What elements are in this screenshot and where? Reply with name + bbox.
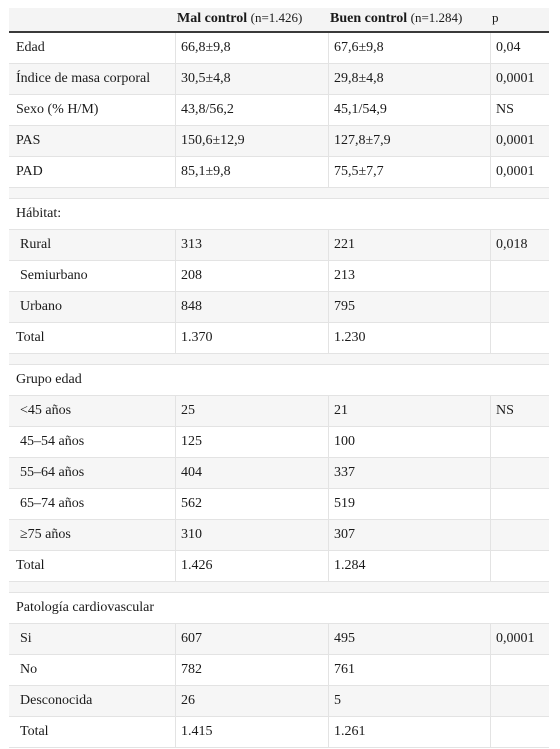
cell-p-value: 0,0001: [496, 631, 535, 646]
column-divider: [490, 624, 491, 654]
table-header: [9, 8, 549, 33]
column-divider: [175, 261, 176, 291]
column-divider: [175, 157, 176, 187]
cell-p-value: 0,0001: [496, 71, 535, 86]
cell-buen-control: 29,8±4,8: [334, 71, 384, 86]
table-row: [9, 458, 549, 489]
row-label: Edad: [16, 40, 45, 55]
column-divider: [175, 458, 176, 488]
row-label: Rural: [20, 237, 52, 252]
table-row: [9, 427, 549, 458]
column-divider: [175, 655, 176, 685]
row-label: 45–54 años: [20, 434, 85, 449]
table-row: [9, 261, 549, 292]
row-label: 65–74 años: [20, 496, 85, 511]
column-divider: [328, 717, 329, 747]
cell-buen-control: 5: [334, 693, 341, 708]
cell-buen-control: 1.284: [334, 558, 366, 573]
table-body: [9, 33, 549, 748]
cell-mal-control: 125: [181, 434, 202, 449]
cell-mal-control: 1.426: [181, 558, 213, 573]
row-label: 55–64 años: [20, 465, 85, 480]
table-row: [9, 95, 549, 126]
column-divider: [328, 323, 329, 353]
column-divider: [175, 489, 176, 519]
col-header-buen-control: Buen control (n=1.284): [330, 10, 463, 26]
column-divider: [328, 489, 329, 519]
row-label: ≥75 años: [20, 527, 71, 542]
cell-mal-control: 150,6±12,9: [181, 133, 245, 148]
table-row: [9, 717, 549, 748]
cell-buen-control: 519: [334, 496, 355, 511]
column-divider: [328, 33, 329, 63]
column-divider: [490, 261, 491, 291]
column-divider: [490, 686, 491, 716]
cell-mal-control: 562: [181, 496, 202, 511]
cell-buen-control: 67,6±9,8: [334, 40, 384, 55]
row-label: Total: [16, 330, 45, 345]
cell-buen-control: 213: [334, 268, 355, 283]
group-title-row: [9, 199, 549, 230]
table-row: [9, 489, 549, 520]
column-divider: [490, 655, 491, 685]
cell-buen-control: 337: [334, 465, 355, 480]
column-divider: [328, 396, 329, 426]
cell-buen-control: 45,1/54,9: [334, 102, 387, 117]
row-label: Urbano: [20, 299, 62, 314]
group-separator: [9, 188, 549, 199]
cell-p-value: 0,04: [496, 40, 521, 55]
cell-mal-control: 208: [181, 268, 202, 283]
row-label: Si: [20, 631, 32, 646]
group-title-row: [9, 365, 549, 396]
column-divider: [175, 427, 176, 457]
row-label: Total: [16, 558, 45, 573]
column-divider: [175, 686, 176, 716]
table-row: [9, 157, 549, 188]
column-divider: [175, 624, 176, 654]
table-row: [9, 292, 549, 323]
group-title-row: [9, 593, 549, 624]
column-divider: [490, 157, 491, 187]
column-divider: [328, 520, 329, 550]
column-divider: [328, 427, 329, 457]
cell-mal-control: 1.370: [181, 330, 213, 345]
row-label: Semiurbano: [20, 268, 88, 283]
row-label: Desconocida: [20, 693, 93, 708]
group-separator: [9, 354, 549, 365]
column-divider: [490, 551, 491, 581]
column-divider: [328, 261, 329, 291]
cell-mal-control: 404: [181, 465, 202, 480]
cell-p-value: NS: [496, 102, 514, 117]
cell-buen-control: 495: [334, 631, 355, 646]
column-divider: [175, 292, 176, 322]
table-row: [9, 64, 549, 95]
column-divider: [490, 323, 491, 353]
cell-p-value: 0,0001: [496, 164, 535, 179]
group-title: Hábitat:: [16, 206, 62, 221]
table-row: [9, 624, 549, 655]
column-divider: [490, 489, 491, 519]
cell-buen-control: 127,8±7,9: [334, 133, 391, 148]
column-divider: [328, 64, 329, 94]
column-divider: [328, 686, 329, 716]
cell-mal-control: 782: [181, 662, 202, 677]
cell-p-value: 0,018: [496, 237, 528, 252]
column-divider: [328, 126, 329, 156]
cell-buen-control: 100: [334, 434, 355, 449]
row-label: PAS: [16, 133, 41, 148]
column-divider: [490, 292, 491, 322]
cell-buen-control: 307: [334, 527, 355, 542]
cell-buen-control: 761: [334, 662, 355, 677]
column-divider: [490, 717, 491, 747]
cell-mal-control: 313: [181, 237, 202, 252]
column-divider: [490, 396, 491, 426]
cell-mal-control: 607: [181, 631, 202, 646]
data-table: [9, 8, 549, 748]
col-header-mal-control: Mal control (n=1.426): [177, 10, 303, 26]
cell-mal-control: 30,5±4,8: [181, 71, 231, 86]
column-divider: [175, 33, 176, 63]
cell-mal-control: 1.415: [181, 724, 213, 739]
cell-buen-control: 221: [334, 237, 355, 252]
cell-p-value: 0,0001: [496, 133, 535, 148]
col-header-p: p: [492, 10, 499, 25]
table-row: [9, 520, 549, 551]
group-title: Grupo edad: [16, 372, 82, 387]
cell-mal-control: 25: [181, 403, 195, 418]
column-divider: [490, 520, 491, 550]
column-divider: [175, 551, 176, 581]
row-label: No: [20, 662, 38, 677]
column-divider: [490, 126, 491, 156]
row-label: Sexo (% H/M): [16, 102, 99, 117]
column-divider: [490, 458, 491, 488]
table-row: [9, 126, 549, 157]
table-row: [9, 655, 549, 686]
column-divider: [328, 655, 329, 685]
cell-buen-control: 1.261: [334, 724, 366, 739]
table-row: [9, 396, 549, 427]
column-divider: [490, 64, 491, 94]
table-row: [9, 551, 549, 582]
cell-buen-control: 795: [334, 299, 355, 314]
column-divider: [175, 95, 176, 125]
cell-p-value: NS: [496, 403, 514, 418]
table-row: [9, 686, 549, 717]
column-divider: [175, 717, 176, 747]
table-row: [9, 230, 549, 261]
column-divider: [328, 230, 329, 260]
column-divider: [175, 520, 176, 550]
cell-buen-control: 75,5±7,7: [334, 164, 384, 179]
column-divider: [490, 33, 491, 63]
column-divider: [328, 157, 329, 187]
cell-buen-control: 21: [334, 403, 348, 418]
column-divider: [175, 230, 176, 260]
row-label: Total: [20, 724, 49, 739]
group-separator: [9, 582, 549, 593]
group-title: Patología cardiovascular: [16, 600, 155, 615]
column-divider: [328, 95, 329, 125]
column-divider: [175, 396, 176, 426]
column-divider: [175, 64, 176, 94]
column-divider: [490, 95, 491, 125]
row-label: Índice de masa corporal: [16, 71, 151, 86]
column-divider: [490, 230, 491, 260]
cell-mal-control: 85,1±9,8: [181, 164, 231, 179]
cell-buen-control: 1.230: [334, 330, 366, 345]
column-divider: [328, 624, 329, 654]
table-row: [9, 33, 549, 64]
row-label: PAD: [16, 164, 43, 179]
cell-mal-control: 848: [181, 299, 202, 314]
column-divider: [490, 427, 491, 457]
column-divider: [175, 126, 176, 156]
column-divider: [175, 323, 176, 353]
cell-mal-control: 43,8/56,2: [181, 102, 234, 117]
column-divider: [328, 292, 329, 322]
column-divider: [328, 551, 329, 581]
row-label: <45 años: [20, 403, 72, 418]
cell-mal-control: 310: [181, 527, 202, 542]
cell-mal-control: 26: [181, 693, 195, 708]
cell-mal-control: 66,8±9,8: [181, 40, 231, 55]
column-divider: [328, 458, 329, 488]
table-row: [9, 323, 549, 354]
